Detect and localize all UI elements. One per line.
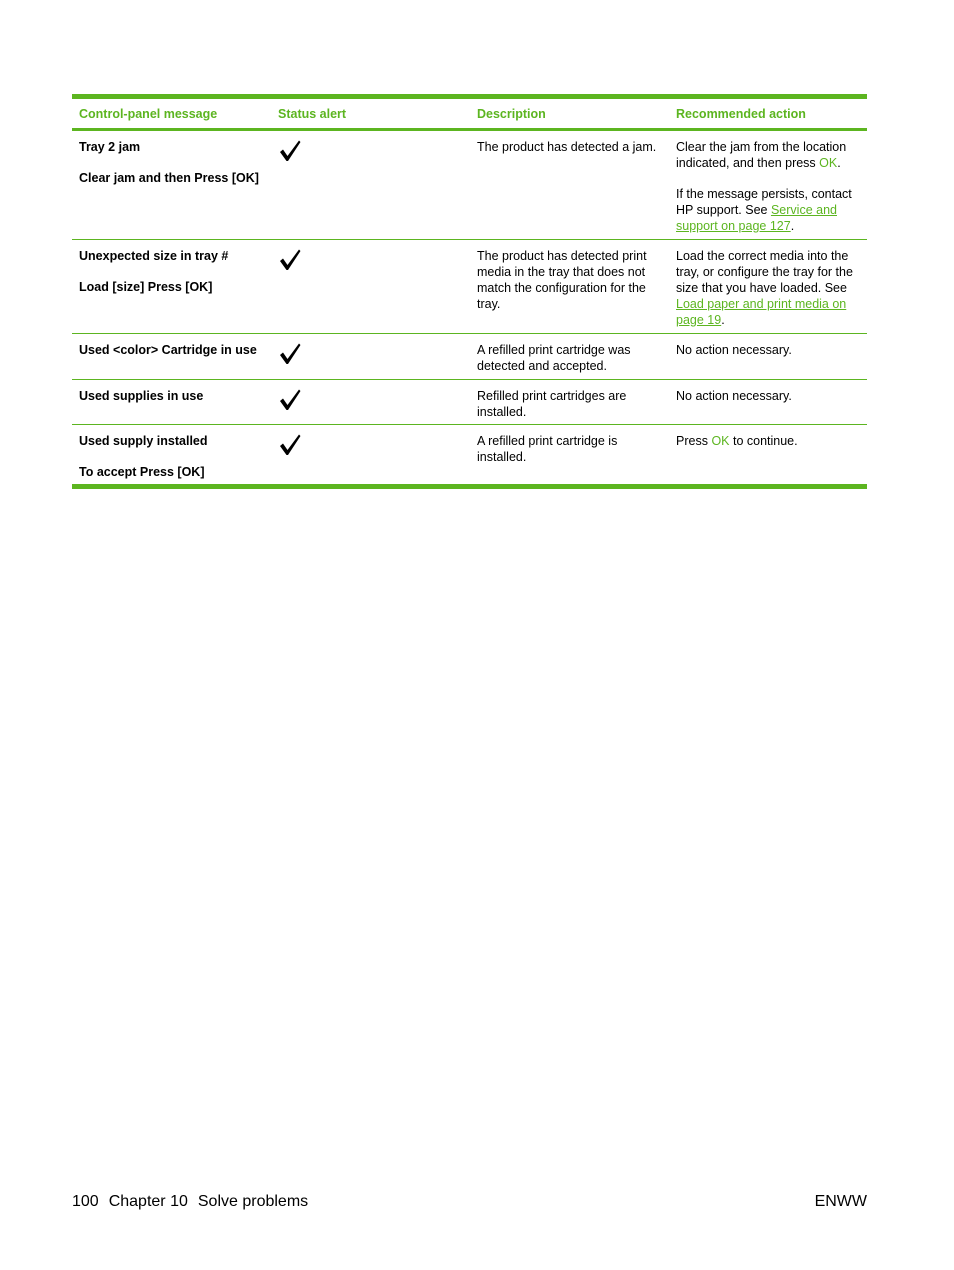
description-cell: A refilled print cartridge is installed. (477, 434, 618, 464)
status-alert-cell (271, 425, 470, 484)
message-line: Used <color> Cartridge in use (79, 343, 257, 357)
action-text: Clear the jam from the location indicated, and then press (676, 140, 847, 170)
action-text-end: . (721, 313, 725, 327)
action-text-end: . (837, 156, 841, 170)
section-title: Solve problems (197, 1193, 309, 1210)
table-row (72, 334, 867, 380)
table-row (72, 380, 867, 425)
message-line: Tray 2 jam (79, 140, 141, 154)
message-cell (72, 131, 271, 239)
message-line: To accept Press [OK] (79, 465, 205, 479)
message-line: Used supplies in use (79, 389, 204, 403)
message-cell (72, 380, 271, 424)
action-cell: No action necessary. (676, 389, 792, 403)
action-cell (669, 425, 867, 484)
load-paper-link[interactable]: Load paper and print media on page 19 (676, 297, 847, 327)
chapter-label: Chapter 10 (108, 1193, 188, 1210)
checkmark-icon (278, 433, 302, 457)
message-line: Unexpected size in tray # (79, 249, 229, 263)
message-cell (72, 425, 271, 484)
service-and-support-link[interactable]: Service and support on page 127 (676, 203, 837, 233)
message-line: Used supply installed (79, 434, 208, 448)
status-alert-cell (271, 131, 470, 239)
message-cell (72, 240, 271, 333)
checkmark-icon (278, 139, 302, 163)
page-number: 100 (72, 1193, 99, 1210)
table-row (72, 425, 867, 484)
header-description: Description (477, 106, 546, 121)
action-cell (669, 131, 867, 239)
action-paragraph (676, 139, 863, 171)
description-cell: The product has detected print media in the tray that does not match the configuration for the tray. (477, 249, 647, 311)
action-text: Press (676, 434, 712, 448)
alert-table (72, 94, 867, 489)
description-cell: A refilled print cartridge was detected and accepted. (477, 343, 631, 373)
page-footer-left (72, 1193, 308, 1211)
status-alert-cell (271, 240, 470, 333)
table-row (72, 240, 867, 334)
ok-button-label: OK (819, 156, 838, 170)
action-text-end: . (790, 219, 795, 233)
action-text: If the message persists, contact HP support. See (676, 187, 852, 217)
message-line: Clear jam and then Press [OK] (79, 171, 259, 185)
checkmark-icon (278, 248, 302, 272)
checkmark-icon (278, 388, 302, 412)
status-alert-cell (271, 380, 470, 424)
action-text: Load the correct media into the tray, or configure the tray for the size that you have loaded. See (676, 249, 853, 295)
description-cell: Refilled print cartridges are installed. (477, 389, 627, 419)
message-line: Load [size] Press [OK] (79, 280, 213, 294)
ok-button-label: OK (711, 434, 730, 448)
table-row (72, 131, 867, 240)
status-alert-cell (271, 334, 470, 379)
header-status-alert: Status alert (278, 106, 347, 121)
header-control-panel-message: Control-panel message (79, 106, 218, 121)
action-cell (669, 240, 867, 333)
header-recommended-action: Recommended action (676, 106, 806, 121)
message-cell (72, 334, 271, 379)
checkmark-icon (278, 342, 302, 366)
table-header (72, 99, 867, 131)
action-cell: No action necessary. (676, 343, 792, 357)
page-footer-right: ENWW (814, 1193, 867, 1210)
action-paragraph (676, 186, 863, 234)
description-cell: The product has detected a jam. (477, 140, 657, 154)
action-text-end: to continue. (729, 434, 798, 448)
